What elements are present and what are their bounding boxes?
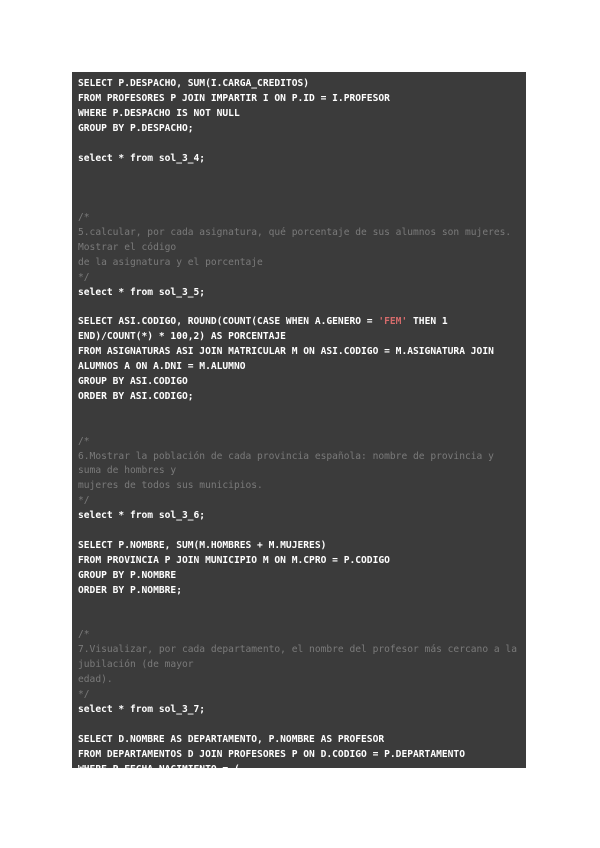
- comment-line: 5.calcular, por cada asignatura, qué porcentaje de sus alumnos son mujeres. Mostrar el código: [78, 227, 517, 253]
- blank-line: [78, 405, 520, 420]
- comment-line: */: [78, 271, 90, 283]
- blank-line: [78, 599, 520, 614]
- code-line: GROUP BY ASI.CODIGO: [78, 376, 188, 388]
- comment-line: de la asignatura y el porcentaje: [78, 256, 263, 268]
- comment-line: edad).: [78, 674, 113, 686]
- comment-line: */: [78, 495, 90, 507]
- blank-line: [78, 196, 520, 211]
- comment-line: /*: [78, 435, 90, 447]
- code-segment: THEN 1 END)/COUNT(*) * 100,2) AS PORCENTAJE: [78, 316, 454, 343]
- comment-line: */: [78, 689, 90, 700]
- code-line: SELECT P.NOMBRE, SUM(M.HOMBRES + M.MUJERES): [78, 539, 327, 551]
- comment-line: /*: [78, 212, 90, 224]
- blank-line: [78, 181, 520, 196]
- code-line: select * from sol_3_6;: [78, 510, 206, 522]
- blank-line: [78, 718, 520, 733]
- sql-code-block: [72, 72, 526, 775]
- code-line: select * from sol_3_7;: [78, 703, 206, 715]
- code-line: select * from sol_3_4;: [78, 152, 206, 164]
- blank-line: [78, 613, 520, 628]
- code-line: WHERE P.FECHA_NACIMIENTO = (: [78, 763, 240, 775]
- code-line: GROUP BY P.NOMBRE: [78, 569, 177, 581]
- code-line: ORDER BY P.NOMBRE;: [78, 584, 182, 596]
- string-literal: 'FEM': [378, 316, 408, 328]
- code-line: SELECT D.NOMBRE AS DEPARTAMENTO, P.NOMBRE AS PROFESOR: [78, 733, 385, 745]
- comment-line: 6.Mostrar la población de cada provincia española: nombre de provincia y suma de hombres y: [78, 450, 500, 477]
- comment-line: mujeres de todos sus municipios.: [78, 480, 263, 492]
- comment-line: 7.Visualizar, por cada departamento, el nombre del profesor más cercano a la jubilación (de mayor: [78, 644, 523, 671]
- code-segment: SELECT ASI.CODIGO, ROUND(COUNT(CASE WHEN A.GENERO =: [78, 316, 379, 328]
- blank-line: [78, 420, 520, 435]
- code-line: FROM DEPARTAMENTOS D JOIN PROFESORES P ON D.CODIGO = P.DEPARTAMENTO: [78, 748, 465, 760]
- code-line: WHERE P.DESPACHO IS NOT NULL: [78, 107, 240, 119]
- code-line: ORDER BY ASI.CODIGO;: [78, 390, 194, 402]
- code-line: select * from sol_3_5;: [78, 286, 206, 298]
- blank-line: [78, 137, 520, 152]
- code-line: [78, 315, 520, 345]
- blank-line: [78, 301, 520, 316]
- code-line: FROM PROVINCIA P JOIN MUNICIPIO M ON M.CPRO = P.CODIGO: [78, 554, 390, 566]
- blank-line: [78, 524, 520, 539]
- code-line: FROM PROFESORES P JOIN IMPARTIR I ON P.ID = I.PROFESOR: [78, 92, 390, 104]
- blank-line: [78, 166, 520, 181]
- code-line: FROM ASIGNATURAS ASI JOIN MATRICULAR M ON ASI.CODIGO = M.ASIGNATURA JOIN ALUMNOS A ON A.DNI = M.ALUMNO: [78, 346, 500, 373]
- comment-line: /*: [78, 629, 90, 641]
- code-line: GROUP BY P.DESPACHO;: [78, 122, 194, 134]
- code-line: SELECT P.DESPACHO, SUM(I.CARGA_CREDITOS): [78, 78, 310, 89]
